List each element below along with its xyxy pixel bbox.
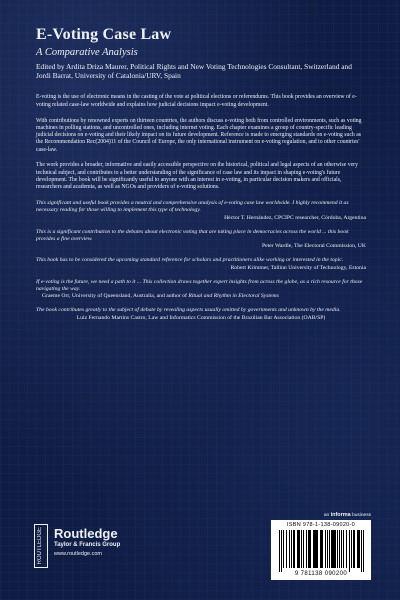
review-quote: This significant and useful book provides a neutral and comprehensive analysis of e-voting case law worldwide. I highly recommend it as necessary reading for those willing to implement this type of technology. bbox=[36, 200, 349, 214]
book-subtitle: A Comparative Analysis bbox=[36, 47, 138, 58]
description-paragraph: With contributions by renowned experts on thirteen countries, the authors discuss e-voting both from controlled environments, such as voting machines in polling stations, and uncontrolled ones, including internet voting. Each chapter examines a group of country-specific leading judicial decisions on e-voting and their likely impact on its future development. Reference is made to emerging standards on e-voting such as the Recommendation Rec(2004)11 of the Council of Europe, the only international instrument on e-voting regulation, and to other countries' case-law. bbox=[36, 117, 362, 153]
routledge-logo bbox=[34, 520, 144, 572]
review-4 bbox=[36, 279, 366, 301]
review-quote: This is a significant contribution to the debates about electronic voting that are taking place in democracies across the world ... this book provides a fine overview. bbox=[36, 228, 349, 242]
review-quote: If e-voting is the future, we need a path to it ... This collection draws together expert insights from across the globe, as a rich resource for those navigating the way. bbox=[36, 278, 363, 292]
informa-suffix: business bbox=[350, 513, 371, 518]
publisher-name: Routledge bbox=[54, 526, 118, 541]
barcode-stripe bbox=[283, 530, 284, 568]
review-source: Héctor T. Hernández, CPCIPC researcher, Córdoba, Argentina bbox=[224, 214, 366, 221]
description-paragraph: The work provides a broader, informative and easily accessible perspective on the historical, political and legal aspects of an otherwise very technical subject, and contributes to a better understanding of the significance of case law and its impact in shaping e-voting's future development. The book will be significantly useful to anyone with an interest in e-voting, in particular decision makers and officials, researchers and academia, as well as NGOs and providers of e-voting solutions. bbox=[36, 162, 358, 191]
description-paragraph: E-voting is the use of electronic means in the casting of the vote at political elections or referendums. This book provides an overview of e-voting related case-law worldwide and explains how judicial decisions impact e-voting development. bbox=[36, 94, 357, 108]
barcode-bars bbox=[279, 530, 363, 568]
barcode-stripe bbox=[353, 530, 355, 568]
barcode-stripe bbox=[286, 530, 287, 568]
barcode-stripe bbox=[358, 530, 360, 568]
editors-line: Edited by Ardita Driza Maurer, Political Rights and New Voting Technologies Consultant, Switzerland and Jordi Barrat, University of Catalonia/URV, Spain bbox=[36, 62, 352, 81]
book-title: E-Voting Case Law bbox=[36, 26, 172, 43]
informa-brand: informa bbox=[330, 512, 351, 518]
informa-prefix: an bbox=[323, 513, 331, 518]
barcode-stripe bbox=[293, 530, 295, 568]
isbn-text: ISBN 978-1-138-09020-0 bbox=[286, 522, 356, 528]
publisher-group: Taylor & Francis Group bbox=[54, 542, 121, 548]
review-source: Peter Wardle, The Electoral Commission, UK bbox=[261, 243, 366, 250]
emblem-lettering: ROUTLEDGE bbox=[37, 527, 43, 565]
review-source bbox=[36, 293, 366, 300]
review-3 bbox=[36, 257, 366, 271]
barcode-stripe bbox=[363, 530, 364, 572]
barcode-stripe bbox=[309, 530, 311, 568]
barcode-stripe bbox=[341, 530, 343, 568]
barcode-stripe bbox=[317, 530, 318, 568]
barcode-stripe bbox=[349, 530, 351, 572]
barcode-stripe bbox=[331, 530, 333, 568]
barcode-stripe bbox=[333, 530, 335, 568]
barcode-stripe bbox=[346, 530, 347, 568]
review-2 bbox=[36, 229, 366, 251]
barcode-stripe bbox=[321, 530, 323, 568]
review-1 bbox=[36, 200, 366, 222]
barcode-stripe bbox=[281, 530, 283, 572]
review-quote: The book contributes greatly to the subject of debate by revealing aspects usually omitted by governments and unknown by the media. bbox=[36, 307, 341, 314]
barcode-stripe bbox=[298, 530, 300, 568]
barcode-stripe bbox=[289, 530, 291, 568]
barcode-stripe bbox=[301, 530, 302, 568]
review-source: Robert Krimmer, Tallinn University of Technology, Estonia bbox=[230, 264, 366, 271]
barcode-panel bbox=[271, 520, 371, 580]
review-5 bbox=[36, 307, 366, 321]
barcode-number: 9 781138 090200 bbox=[294, 571, 348, 577]
review-source-book-title: Ritual and Rhythm in Electoral Systems bbox=[188, 293, 279, 300]
barcode-stripe bbox=[337, 530, 338, 568]
cover-text bbox=[36, 26, 366, 329]
barcode-stripe bbox=[343, 530, 344, 568]
barcode-stripe bbox=[327, 530, 328, 568]
review-source-text: Graeme Orr, University of Queensland, Australia, and author of bbox=[42, 293, 189, 300]
informa-business-label bbox=[281, 512, 371, 518]
routledge-emblem bbox=[34, 524, 48, 568]
barcode-stripe bbox=[314, 530, 316, 568]
barcode-stripe bbox=[361, 530, 362, 572]
review-quote: This book has to be considered the upcoming standard reference for scholars and practitioners alike working or interested in the topic. bbox=[36, 257, 344, 264]
publisher-url: www.routledge.com bbox=[54, 551, 102, 557]
review-source: Luiz Fernando Martins Castro, Law and Informatics Commission of the Brazilian Bar Association (OAB/SP) bbox=[76, 314, 326, 321]
barcode-stripe bbox=[303, 530, 304, 568]
